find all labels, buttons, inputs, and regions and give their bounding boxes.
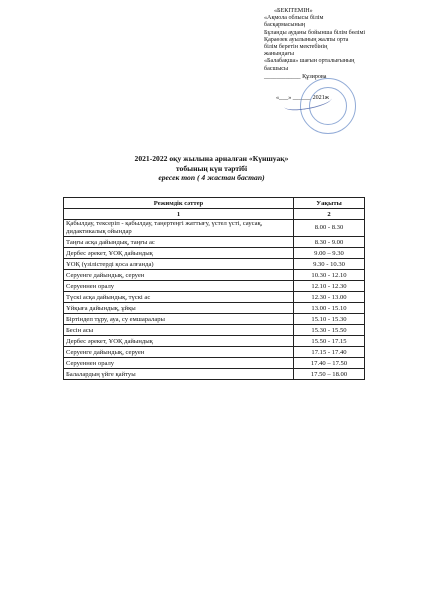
table-row bbox=[64, 248, 365, 259]
approval-line: басқармасының bbox=[264, 22, 306, 29]
time-cell: 15.10 - 15.30 bbox=[294, 314, 365, 325]
activity-cell: Серуенге дайындық, серуен bbox=[64, 347, 294, 358]
time-cell: 13.00 - 15.10 bbox=[294, 303, 365, 314]
table-row bbox=[64, 281, 365, 292]
approval-line: басшысы bbox=[264, 65, 289, 72]
approval-line: «Ақмола облысы білім bbox=[264, 15, 324, 22]
document-heading bbox=[0, 154, 423, 183]
activity-cell: Қабылдау, тексеріп - қабылдау, таңертеңгі жаттығу, үстел үсті, саусақ, дидактикалық ойындар bbox=[64, 220, 294, 237]
table-row bbox=[64, 314, 365, 325]
heading-line-2: тобының күн тәртібі bbox=[175, 163, 248, 173]
activity-cell: Ұйқыға дайындық, ұйқы bbox=[64, 303, 294, 314]
time-cell: 15.50 - 17.15 bbox=[294, 336, 365, 347]
signature-line: ____________ Құзирова bbox=[264, 73, 327, 80]
time-cell: 8.00 - 8.30 bbox=[294, 220, 365, 237]
column-number: 2 bbox=[294, 209, 365, 220]
table-row bbox=[64, 237, 365, 248]
column-number-row bbox=[64, 209, 365, 220]
time-cell: 9.00 – 9.30 bbox=[294, 248, 365, 259]
table-header-row bbox=[64, 198, 365, 209]
time-cell: 17.50 – 18.00 bbox=[294, 369, 365, 380]
time-cell: 17.15 - 17.40 bbox=[294, 347, 365, 358]
activity-cell: Бесін асы bbox=[64, 325, 294, 336]
approval-line: жанындағы bbox=[264, 51, 294, 58]
time-cell: 17.40 – 17.50 bbox=[294, 358, 365, 369]
activity-cell: Дербес әрекет, ҰОҚ дайындық bbox=[64, 248, 294, 259]
time-cell: 12.30 - 13.00 bbox=[294, 292, 365, 303]
heading-line-1: 2021-2022 оқу жылына арналған «Күншуақ» bbox=[134, 154, 289, 163]
table-row bbox=[64, 303, 365, 314]
time-cell: 12.10 - 12.30 bbox=[294, 281, 365, 292]
approval-line: Бұланды ауданы бойынша білім бөлімі bbox=[264, 29, 366, 36]
approval-date: «___» ______ 2021ж bbox=[276, 95, 329, 102]
activity-cell: Балалардың үйге қайтуы bbox=[64, 369, 294, 380]
time-cell: 15.30 - 15.50 bbox=[294, 325, 365, 336]
column-number: 1 bbox=[64, 209, 294, 220]
activity-cell: Серуеннен оралу bbox=[64, 281, 294, 292]
header-activity: Режимдік сәттер bbox=[64, 198, 294, 209]
activity-cell: Серуенге дайындық, серуен bbox=[64, 270, 294, 281]
activity-cell: Біртіндеп тұру, ауа, су емшаралары bbox=[64, 314, 294, 325]
activity-cell: Дербес әрекет, ҰОҚ дайындық bbox=[64, 336, 294, 347]
schedule-table bbox=[63, 197, 365, 380]
table-row bbox=[64, 369, 365, 380]
activity-cell: ҰОҚ (үзілістерді қоса алғанда) bbox=[64, 259, 294, 270]
time-cell: 10.30 - 12.10 bbox=[294, 270, 365, 281]
table-row bbox=[64, 347, 365, 358]
table-row bbox=[64, 325, 365, 336]
header-time: Уақыты bbox=[294, 198, 365, 209]
activity-cell: Таңғы асқа дайындық, таңғы ас bbox=[64, 237, 294, 248]
table-row bbox=[64, 259, 365, 270]
time-cell: 8.30 - 9.00 bbox=[294, 237, 365, 248]
table-row bbox=[64, 358, 365, 369]
approval-line: Қараөзек ауылының жалпы орта bbox=[264, 36, 349, 43]
table-row bbox=[64, 336, 365, 347]
table-row bbox=[64, 220, 365, 237]
signatory-name: Құзирова bbox=[302, 73, 327, 80]
approval-title: «БЕКІТЕМІН» bbox=[274, 8, 313, 14]
activity-cell: Түскі асқа дайындық, түскі ас bbox=[64, 292, 294, 303]
approval-line: «Балабақша» шағын орталығының bbox=[264, 58, 355, 65]
table-row bbox=[64, 270, 365, 281]
approval-line: білім беретін мектебінің bbox=[264, 44, 328, 51]
heading-line-3: ересек топ ( 4 жастан бастап) bbox=[158, 173, 265, 182]
table-row bbox=[64, 292, 365, 303]
time-cell: 9.30 - 10.30 bbox=[294, 259, 365, 270]
activity-cell: Серуеннен оралу bbox=[64, 358, 294, 369]
